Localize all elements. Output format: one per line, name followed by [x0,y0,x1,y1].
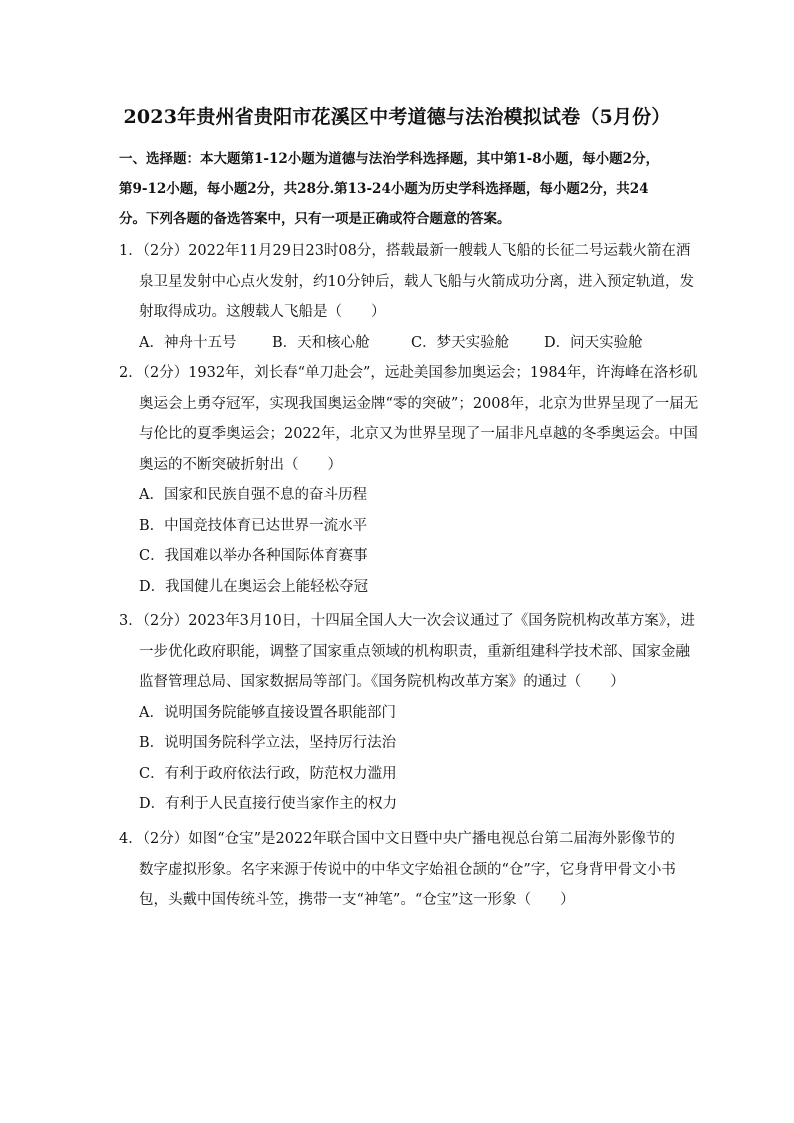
option-a[interactable]: A．国家和民族自强不息的奋斗历程 [139,487,367,503]
question-stem-line: 2．（2分）1932年，刘长春“单刀赴会”，远赴美国参加奥运会；1984年，许海峰在洛杉矶 [119,365,698,381]
question-stem-line: 4．（2分）如图“仓宝”是2022年联合国中文日暨中央广播电视总台第二届海外影像节的 [119,831,675,847]
question-3 [119,606,696,820]
option-d[interactable]: D．有利于人民直接行使当家作主的权力 [139,796,398,812]
option-b[interactable]: B．中国竞技体育已达世界一流水平 [139,517,368,534]
option-c[interactable]: C．有利于政府依法行政，防范权力滥用 [139,765,397,782]
option-a[interactable]: A．说明国务院能够直接设置各职能部门 [139,704,396,721]
question-stem-line: 泉卫星发射中心点火发射，约10分钟后，载人飞船与火箭成功分离，进入预定轨道，发 [139,273,694,290]
question-stem-line: 包，头戴中国传统斗笠，携带一支“神笔”。“仓宝”这一形象（ ） [139,892,575,908]
option-b[interactable]: B．天和核心舱 [272,334,370,351]
section-line: 一、选择题：本大题第1-12小题为道德与法治学科选择题，其中第1-8小题，每小题2分， [119,151,660,167]
question-stem-line: 3．（2分）2023年3月10日，十四届全国人大一次会议通过了《国务院机构改革方案》，进 [119,613,696,629]
question-2 [119,358,699,602]
options-row [119,328,679,359]
section-line: 分。下列各题的备选答案中，只有一项是正确或符合题意的答案。 [119,211,511,227]
question-stem-line: 射取得成功。这艘载人飞船是（ ） [139,304,386,320]
question-stem-line: 数字虚拟形象。名字来源于传说中的中华文字始祖仓颉的“仓”字，它身背甲骨文小书 [139,861,676,878]
option-c[interactable]: C．我国难以举办各种国际体育赛事 [139,548,368,564]
question-stem-line: 奥运的不断突破折射出（ ） [139,456,342,473]
question-1 [119,236,694,358]
option-a[interactable]: A．神舟十五号 [139,334,237,351]
option-b[interactable]: B．说明国务院科学立法，坚持厉行法治 [139,735,397,751]
question-4 [119,824,679,916]
section-line: 第9-12小题，每小题2分，共28分.第13-24小题为历史学科选择题，每小题2分，共24 [119,181,649,197]
question-stem-line: 1．（2分）2022年11月29日23时08分，搭载最新一艘载人飞船的长征二号运载火箭在酒 [119,243,691,259]
question-stem-line: 监督管理总局、国家数据局等部门。《国务院机构改革方案》的通过（ ） [139,674,625,690]
question-stem-line: 与伦比的夏季奥运会；2022年，北京又为世界呈现了一届非凡卓越的冬季奥运会。中国 [139,426,698,442]
option-c[interactable]: C．梦天实验舱 [411,334,510,351]
question-stem-line: 奥运会上勇夺冠军，实现我国奥运金牌“零的突破”；2008年，北京为世界呈现了一届无 [139,395,699,412]
section-instructions [119,144,679,234]
question-stem-line: 一步优化政府职能，调整了国家重点领域的机构职责，重新组建科学技术部、国家金融 [139,643,690,660]
option-d[interactable]: D．我国健儿在奥运会上能轻松夺冠 [139,578,369,595]
option-d[interactable]: D．问天实验舱 [544,334,643,351]
exam-title: 2023年贵州省贵阳市花溪区中考道德与法治模拟试卷（5月份） [123,106,671,128]
